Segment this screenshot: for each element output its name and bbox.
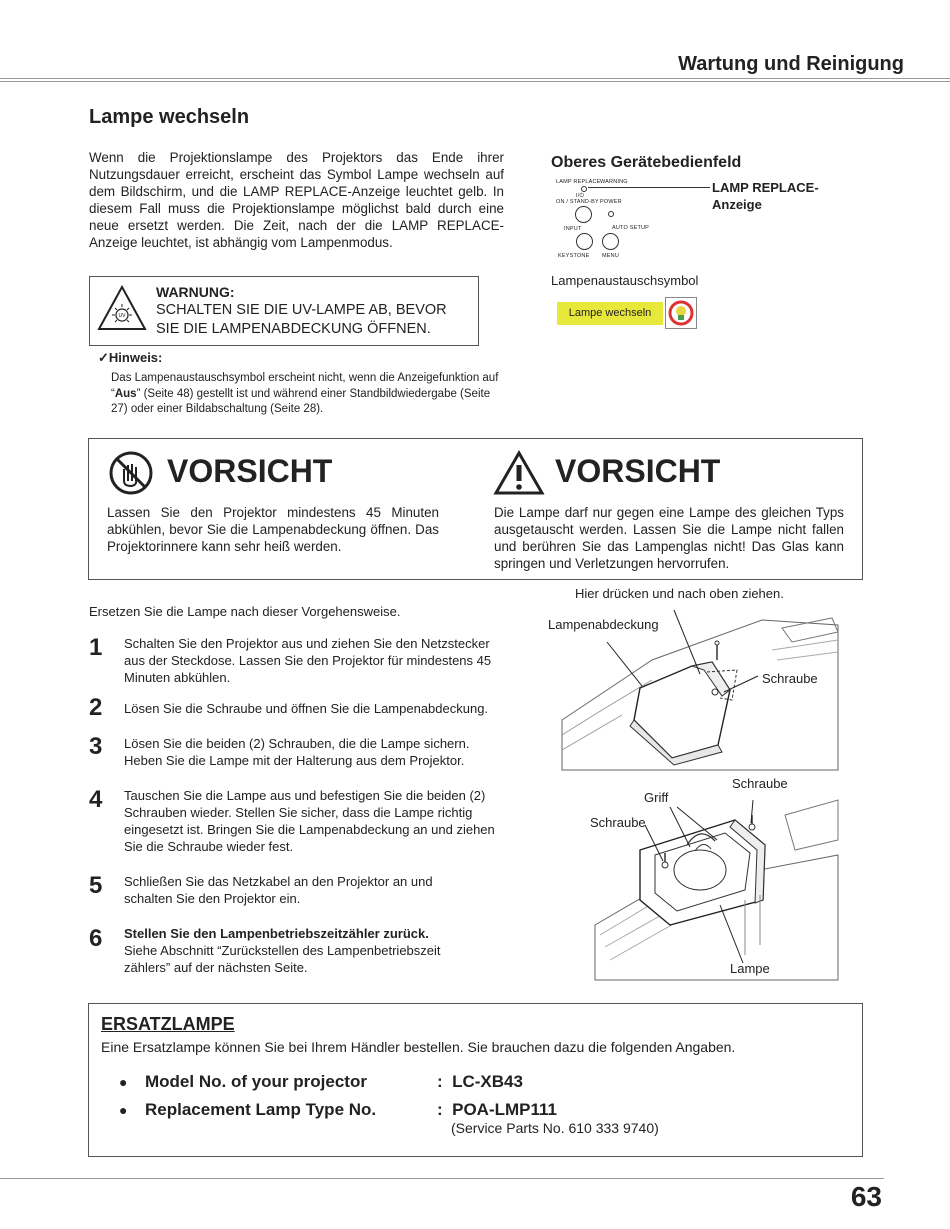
step-4-text: Tauschen Sie die Lampe aus und befestigen Sie die beiden (2) Schrauben wieder. Stellen Sie sicher, dass die Lampe richtig eingesetzt ist. Bringen Sie die Lampenabdeckung an und ziehen Sie die Schraube wieder fest. (124, 788, 495, 854)
figure-grip-label: Griff (644, 790, 669, 805)
indicator-label-2: Anzeige (712, 197, 762, 212)
figure-lamp-cover-label: Lampenabdeckung (548, 617, 659, 632)
uv-warning-icon (97, 285, 147, 331)
power-button-icon (575, 206, 592, 223)
check-icon: ✓ (98, 350, 109, 365)
replacement-lamp-box (88, 1003, 863, 1157)
lamp-removal-illustration (595, 795, 838, 980)
step-3-text: Lösen Sie die beiden (2) Schrauben, die die Lampe sichern. Heben Sie die Lampe mit der Halterung aus dem Projektor. (124, 736, 470, 768)
step-5-number: 5 (89, 872, 103, 899)
header-rule-2 (0, 81, 950, 82)
figure-lamp-label: Lampe (730, 961, 770, 976)
caution-box (88, 438, 863, 580)
lamp-replace-icon (665, 297, 697, 329)
bullet-icon: ● (119, 1074, 128, 1090)
warning-title: WARNUNG: (156, 284, 235, 300)
control-panel-diagram: LAMP REPLACE WARNING I/⏻ ON / STAND-BY POWER INPUT AUTO SETUP KEYSTONE MENU (554, 177, 714, 267)
replacement-intro: Eine Ersatzlampe können Sie bei Ihrem Händler bestellen. Sie brauchen dazu die folgenden Angaben. (101, 1039, 736, 1055)
step-5-text: Schließen Sie das Netzkabel an den Projektor an und schalten Sie den Projektor ein. (124, 874, 433, 906)
lamp-type-value: : POA-LMP111 (437, 1100, 557, 1119)
warning-line-1: SCHALTEN SIE DIE UV-LAMPE AB, BEVOR (156, 302, 447, 318)
caution-right-title: VORSICHT (555, 453, 721, 489)
step-1-text: Schalten Sie den Projektor aus und ziehen Sie den Netzstecker aus der Steckdose. Lassen Sie den Projektor für mindestens 45 Minuten abkühlen. (124, 636, 492, 685)
section-header: Wartung und Reinigung (678, 53, 904, 75)
auto-setup-button-icon (602, 233, 619, 250)
caution-left-title: VORSICHT (167, 453, 333, 489)
bullet-icon: ● (119, 1102, 128, 1118)
step-6-number: 6 (89, 925, 103, 952)
control-panel-title: Oberes Gerätebedienfeld (551, 154, 742, 171)
figure-screw-label: Schraube (762, 671, 818, 686)
model-number-label: Model No. of your projector (145, 1072, 367, 1091)
procedure-intro: Ersetzen Sie die Lampe nach dieser Vorgehensweise. (89, 604, 401, 619)
page-heading: Lampe wechseln (89, 106, 250, 128)
replacement-title: ERSATZLAMPE (101, 1014, 235, 1034)
warning-box (89, 276, 479, 346)
indicator-leader-line (588, 187, 710, 188)
step-2-number: 2 (89, 694, 103, 721)
figure-screw-right-label: Schraube (732, 776, 788, 791)
caution-right-text: Die Lampe darf nur gegen eine Lampe des gleichen Typs ausgetauscht werden. Lassen Sie die Lampe nicht fallen und berühren Sie das Lampenglas nicht! Das Glas kann springen und Verletzungen hervorrufen. (494, 505, 844, 571)
step-3-number: 3 (89, 733, 103, 760)
header-rule (0, 78, 950, 79)
caution-triangle-icon (494, 451, 544, 495)
power-led-icon (608, 211, 614, 217)
lamp-cover-illustration (562, 600, 838, 775)
lamp-type-label: Replacement Lamp Type No. (145, 1100, 377, 1119)
uv-icon-label: UV (118, 313, 126, 319)
indicator-label-1: LAMP REPLACE- (712, 180, 819, 195)
footer-rule (0, 1178, 884, 1179)
lamp-replace-led-icon (581, 186, 587, 192)
figure-press-pull-label: Hier drücken und nach oben ziehen. (575, 586, 784, 601)
input-button-icon (576, 233, 593, 250)
lamp-replace-badge: Lampe wechseln (557, 302, 663, 325)
warning-line-2: SIE DIE LAMPENABDECKUNG ÖFFNEN. (156, 321, 431, 337)
caution-left-text: Lassen Sie den Projektor mindestens 45 Minuten abkühlen, bevor Sie die Lampenabdeckung öffnen. Das Projektorinnere kann sehr heiß werden. (107, 505, 439, 554)
step-6-text: Stellen Sie den Lampenbetriebszeitzähler zurück. Siehe Abschnitt “Zurückstellen des Lampenbetriebszeit zählers” auf der nächsten Seite. (124, 926, 441, 975)
step-1-number: 1 (89, 634, 103, 661)
hint-text: Das Lampenaustauschsymbol erscheint nicht, wenn die Anzeigefunktion auf “Aus” (Seite 48) gestellt ist und während einer Standbildwiedergabe (Seite 27) oder einer Bildabschaltung (Seite 28). (111, 372, 499, 415)
hint-title: ✓Hinweis: (98, 350, 163, 365)
step-2-text: Lösen Sie die Schraube und öffnen Sie die Lampenabdeckung. (124, 701, 489, 716)
service-parts-number: (Service Parts No. 610 333 9740) (451, 1120, 659, 1136)
page-number: 63 (850, 1181, 882, 1212)
intro-paragraph: Wenn die Projektionslampe des Projektors das Ende ihrer Nutzungsdauer erreicht, erscheint das Symbol Lampe wechseln auf dem Bildschirm, und die LAMP REPLACE-Anzeige leuchtet gelb. In diesem Fall muss die Projektionslampe möglichst bald durch eine neue ersetzt werden. Die Zeit, nach der die LAMP REPLACE-Anzeige leuchtet, ist abhängig vom Lampenmodus. (89, 150, 504, 250)
no-touch-icon (109, 451, 153, 495)
step-4-number: 4 (89, 786, 103, 813)
model-number-value: : LC-XB43 (437, 1072, 523, 1091)
lamp-symbol-caption: Lampenaustauschsymbol (551, 273, 699, 288)
figure-screw-left-label: Schraube (590, 815, 646, 830)
